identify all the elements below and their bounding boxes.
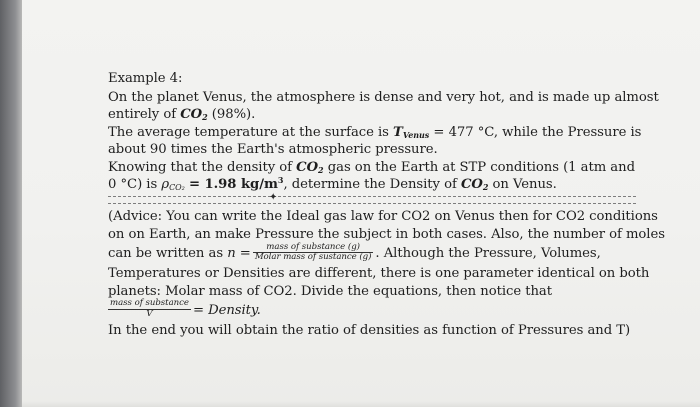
text-segment: . Although the Pressure, Volumes, (375, 246, 601, 262)
symbol-base: CO (180, 107, 203, 123)
problem-text (108, 70, 665, 339)
unit-exponent: 3 (277, 174, 284, 185)
co2-symbol (296, 160, 323, 175)
advice-line-7: In the end you will obtain the ratio of densities as function of Pressures and T) (108, 322, 631, 338)
problem-line-1: On the planet Venus, the atmosphere is dense and very hot, and is made up almost (108, 90, 659, 105)
advice-line-5: planets: Molar mass of CO2. Divide the equations, then notice that (108, 283, 552, 299)
fraction-denominator: V (146, 308, 153, 319)
symbol-base: ρ (161, 176, 170, 192)
density-fraction (108, 299, 191, 319)
text-segment: can be written as (108, 246, 224, 262)
paper-shadow (22, 401, 700, 407)
advice-line-1: (Advice: You can write the Ideal gas law for CO2 on Venus then for CO2 conditions (108, 209, 658, 225)
text-cursor-icon: ✦ (269, 192, 278, 204)
rho-co2-symbol (161, 177, 184, 192)
symbol-subscript: 2 (202, 112, 208, 123)
advice-line-2: on on Earth, an make Pressure the subject in both cases. Also, the number of moles (108, 226, 665, 242)
moles-symbol: n = (227, 246, 251, 262)
text-segment: Knowing that the density of (108, 159, 292, 175)
left-edge-shadow (0, 0, 22, 407)
density-definition: = Density. (192, 302, 261, 318)
text-segment: , determine the Density of (283, 176, 457, 192)
advice-line-6 (108, 300, 636, 322)
fraction-numerator: mass of substance (g) (253, 243, 374, 254)
t-venus-symbol (393, 125, 429, 140)
advice-line-4: Temperatures or Densities are different, there is one parameter identical on both (108, 266, 650, 282)
density-value: = 1.98 kg/m (188, 176, 278, 192)
moles-fraction (253, 243, 374, 263)
problem-line-3 (108, 124, 642, 141)
advice-line-3 (108, 243, 636, 265)
symbol-subscript: 2 (318, 164, 324, 175)
dashed-divider (108, 192, 636, 204)
text-segment: = 477 °C, while the Pressure is (433, 124, 642, 140)
symbol-subscript: Venus (402, 129, 430, 140)
problem-line-6 (108, 176, 636, 193)
example-title: Example 4: (108, 71, 183, 86)
symbol-base: T (393, 124, 403, 140)
fraction-numerator: mass of substance (110, 298, 189, 309)
problem-line-4: about 90 times the Earth's atmospheric pressure. (108, 142, 438, 158)
text-segment: entirely of (108, 107, 177, 123)
text-segment: 0 °C) is (108, 176, 158, 192)
symbol-base: CO (296, 159, 319, 175)
problem-line-2 (108, 106, 636, 123)
text-segment: gas on the Earth at STP conditions (1 atm and (327, 159, 635, 175)
symbol-subscript: 2 (482, 181, 489, 192)
co2-symbol (180, 107, 207, 122)
symbol-base: CO (460, 176, 483, 192)
symbol-subscript: CO₂ (169, 182, 185, 192)
problem-line-5 (108, 159, 636, 176)
fraction-denominator: Molar mass of sustance (g) (254, 252, 372, 263)
text-segment: on Venus. (492, 176, 557, 192)
text-segment: (98%). (211, 107, 256, 123)
co2-symbol (461, 177, 488, 192)
text-segment: The average temperature at the surface is (108, 124, 389, 140)
